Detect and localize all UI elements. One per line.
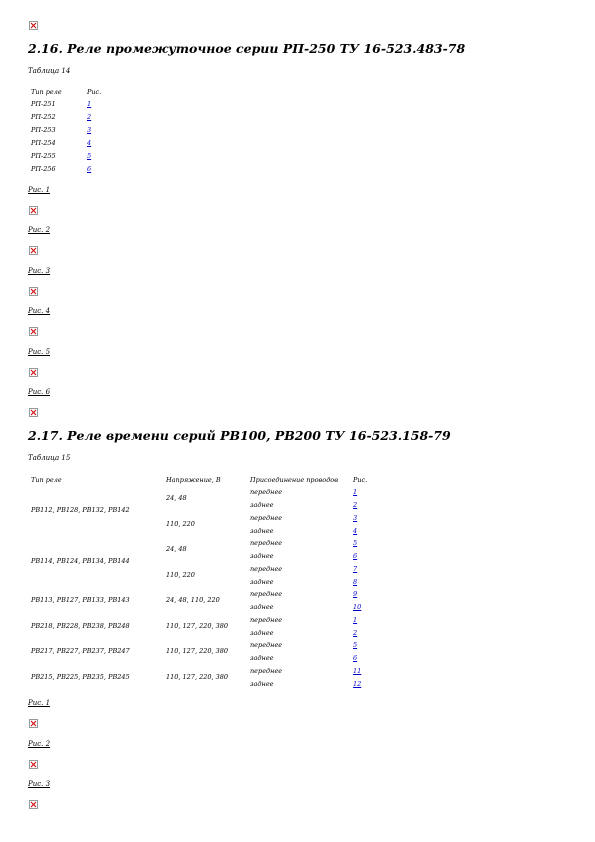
- table-14-caption: Таблица 14: [28, 67, 71, 75]
- table-15-cell-connection: заднее: [250, 552, 274, 560]
- table-15-header-voltage: Напряжение, В: [166, 476, 221, 484]
- table-15-cell-voltage: 110, 220: [166, 571, 195, 579]
- figure-caption: Рис. 2: [28, 226, 51, 234]
- table-15-fig-link[interactable]: 1: [353, 616, 358, 624]
- table-14-header-fig: Рис.: [87, 88, 102, 96]
- broken-image-icon: [29, 368, 38, 377]
- table-15-header-fig: Рис.: [353, 476, 368, 484]
- table-15-cell-connection: переднее: [250, 565, 283, 573]
- table-15-cell-connection: переднее: [250, 667, 283, 675]
- table-15-fig-link[interactable]: 4: [353, 527, 358, 535]
- table-15-cell-connection: переднее: [250, 616, 283, 624]
- broken-image-icon: [29, 327, 38, 336]
- table-15-cell-connection: переднее: [250, 590, 283, 598]
- table-14-cell-type: РП-253: [31, 126, 56, 134]
- table-15-cell-connection: заднее: [250, 629, 274, 637]
- table-14-header-type: Тип реле: [31, 88, 62, 96]
- table-15-cell-connection: заднее: [250, 603, 274, 611]
- table-14-cell-type: РП-256: [31, 165, 56, 173]
- table-15-fig-link[interactable]: 5: [353, 641, 358, 649]
- table-15-fig-link[interactable]: 8: [353, 578, 358, 586]
- table-15-cell-voltage: 110, 127, 220, 380: [166, 673, 229, 681]
- table-15-cell-connection: заднее: [250, 578, 274, 586]
- table-15-fig-link[interactable]: 6: [353, 552, 358, 560]
- table-15-fig-link[interactable]: 3: [353, 514, 358, 522]
- table-15-fig-link[interactable]: 11: [353, 667, 362, 675]
- table-14-fig-link[interactable]: 6: [87, 165, 92, 173]
- table-15-cell-connection: переднее: [250, 514, 283, 522]
- table-15-cell-type: РВ112, РВ128, РВ132, РВ142: [31, 506, 130, 514]
- table-14-cell-type: РП-254: [31, 139, 56, 147]
- table-15-cell-connection: заднее: [250, 527, 274, 535]
- broken-image-icon: [29, 287, 38, 296]
- table-15-cell-voltage: 110, 220: [166, 520, 195, 528]
- table-15-header-type: Тип реле: [31, 476, 62, 484]
- figure-caption: Рис. 1: [28, 699, 51, 707]
- table-15-cell-connection: заднее: [250, 501, 274, 509]
- broken-image-icon: [29, 719, 38, 728]
- table-14-fig-link[interactable]: 4: [87, 139, 92, 147]
- table-15-fig-link[interactable]: 7: [353, 565, 358, 573]
- table-14-fig-link[interactable]: 2: [87, 113, 92, 121]
- figure-caption: Рис. 3: [28, 780, 51, 788]
- table-15-cell-voltage: 110, 127, 220, 380: [166, 622, 229, 630]
- figure-caption: Рис. 2: [28, 740, 51, 748]
- table-15-cell-connection: заднее: [250, 654, 274, 662]
- broken-image-icon: [29, 800, 38, 809]
- table-15-cell-connection: переднее: [250, 641, 283, 649]
- figure-caption: Рис. 3: [28, 267, 51, 275]
- table-14-cell-type: РП-255: [31, 152, 56, 160]
- table-15-fig-link[interactable]: 1: [353, 488, 358, 496]
- table-15-cell-type: РВ217, РВ227, РВ237, РВ247: [31, 647, 130, 655]
- table-15-cell-connection: переднее: [250, 488, 283, 496]
- section-title-2-16: 2.16. Реле промежуточное серии РП-250 ТУ 16-523.483-78: [28, 41, 466, 56]
- broken-image-icon: [29, 760, 38, 769]
- table-14-fig-link[interactable]: 1: [87, 100, 92, 108]
- table-15-cell-type: РВ215, РВ225, РВ235, РВ245: [31, 673, 130, 681]
- table-15-fig-link[interactable]: 10: [353, 603, 362, 611]
- figure-caption: Рис. 1: [28, 186, 51, 194]
- broken-image-icon: [29, 21, 38, 30]
- table-15-cell-type: РВ114, РВ124, РВ134, РВ144: [31, 557, 130, 565]
- figure-caption: Рис. 5: [28, 348, 51, 356]
- table-15-fig-link[interactable]: 2: [353, 629, 358, 637]
- figure-caption: Рис. 6: [28, 388, 51, 396]
- table-15-cell-voltage: 110, 127, 220, 380: [166, 647, 229, 655]
- table-15-cell-connection: заднее: [250, 680, 274, 688]
- table-15-cell-connection: переднее: [250, 539, 283, 547]
- table-15-header-connection: Присоединение проводов: [250, 476, 339, 484]
- table-15-fig-link[interactable]: 6: [353, 654, 358, 662]
- table-15-fig-link[interactable]: 12: [353, 680, 362, 688]
- broken-image-icon: [29, 206, 38, 215]
- table-15-cell-voltage: 24, 48: [166, 494, 187, 502]
- table-14-fig-link[interactable]: 3: [87, 126, 92, 134]
- table-15-fig-link[interactable]: 2: [353, 501, 358, 509]
- table-15-cell-voltage: 24, 48: [166, 545, 187, 553]
- broken-image-icon: [29, 246, 38, 255]
- table-15-caption: Таблица 15: [28, 454, 71, 462]
- table-14-fig-link[interactable]: 5: [87, 152, 92, 160]
- figure-caption: Рис. 4: [28, 307, 51, 315]
- table-14-cell-type: РП-252: [31, 113, 56, 121]
- table-15-cell-type: РВ218, РВ228, РВ238, РВ248: [31, 622, 130, 630]
- table-15-fig-link[interactable]: 5: [353, 539, 358, 547]
- broken-image-icon: [29, 408, 38, 417]
- section-title-2-17: 2.17. Реле времени серий РВ100, РВ200 ТУ 16-523.158-79: [28, 428, 451, 443]
- table-14-cell-type: РП-251: [31, 100, 56, 108]
- table-15-fig-link[interactable]: 9: [353, 590, 358, 598]
- table-15-cell-voltage: 24, 48, 110, 220: [166, 596, 220, 604]
- table-15-cell-type: РВ113, РВ127, РВ133, РВ143: [31, 596, 130, 604]
